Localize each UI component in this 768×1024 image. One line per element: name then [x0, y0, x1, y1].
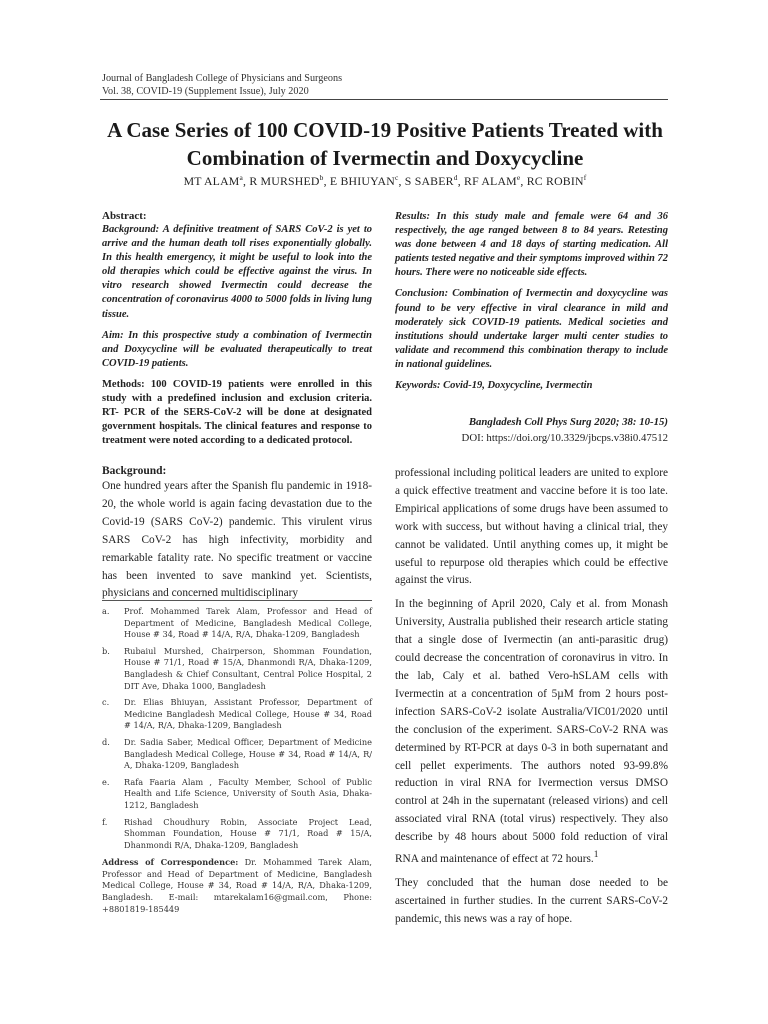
abstract-background: Background: A definitive treatment of SARS CoV-2 is yet to arrive and the human death toll rises exponentially globally. In this health emergency, it might be useful to look into the old therapies which could be effective against the virus. In vitro research showed Ivermectin could decrease the concentration of coronavirus 4000 to 5000 folds in living lung tissue.	[102, 224, 372, 320]
abstract-keywords: Keywords: Covid-19, Doxycycline, Ivermectin	[395, 380, 593, 392]
abstract-methods: Methods: 100 COVID-19 patients were enrolled in this study with a predefined inclusion and exclusion criteria. RT- PCR of the SERS-CoV-2 will be done at designated government hospitals. The clinical features and response to treatment were noted according to a dedicated protocol.	[102, 378, 372, 447]
abstract-aim: Aim: In this prospective study a combination of Ivermectin and Doxycycline will be evaluated therapeutically to treat COVID-19 patients.	[102, 329, 373, 369]
background-heading: Background:	[102, 465, 167, 477]
footnote-item: c. Dr. Elias Bhiuyan, Assistant Professor, Department of Medicine Bangladesh Medical College, House # 34, Road # 14/A, R/A, Dhaka-1209, Bangladesh	[102, 697, 372, 731]
body-right-column	[395, 465, 668, 934]
footnote-item: b. Rubaiul Murshed, Chairperson, Shomman Foundation, House # 71/1, Road # 15/A, Dhanmondi R/A, Dhaka-1209, Bangladesh & Chief Consultant, Central Police Hospital, 2 DIT Ave, Dhaka 1000, Bangladesh	[102, 645, 372, 691]
body-paragraph-3: They concluded that the human dose needed to be ascertained in further studies. In the current SARS-CoV-2 pandemic, this news was a ray of hope.	[395, 876, 668, 925]
abstract-results: Results: In this study male and female were 64 and 36 respectively, the age ranged between 8 to 84 years. Retesting was done between 4 and 18 days of starting medication. All patients tested negative and their symptoms improved within 72 hours. There were no noticeable side effects.	[395, 211, 669, 279]
journal-issue: Vol. 38, COVID-19 (Supplement Issue), July 2020	[102, 86, 309, 97]
author: R MURSHED$^b$,	[249, 173, 330, 188]
author: RC ROBIN$^f$	[526, 173, 587, 188]
correspondence: Address of Correspondence: Dr. Mohammed Tarek Alam, Professor and Head of Department of Medicine, Bangladesh Medical College, House # 34, Road # 14/A, R/A, Dhaka-1209, Bangladesh. E-mail: mtarekalam16@gmail.com, Phone: +8801819-185449	[102, 857, 372, 914]
author: MT ALAM$^a$,	[183, 173, 250, 188]
author: E BHIUYAN$^c$,	[329, 173, 405, 188]
footnote-item: f. Rishad Choudhury Robin, Associate Project Lead, Shomman Foundation, House # 71/1, Road # 15/A, Dhanmondi R/A, Dhaka-1209, Bangladesh	[102, 816, 372, 850]
footnotes	[102, 606, 372, 915]
doi-link[interactable]: DOI: https://doi.org/10.3329/jbcps.v38i0.47512	[461, 432, 668, 444]
abstract-left-column	[102, 210, 372, 455]
author: RF ALAM$^e$,	[464, 173, 527, 188]
reference-mark: 1	[593, 850, 599, 861]
footnote-item: a. Prof. Mohammed Tarek Alam, Professor and Head of Department of Medicine, Bangladesh Medical College, House # 34, Road # 14/A, R/A, Dhaka-1209, Bangladesh	[102, 606, 372, 640]
body-paragraph-1: One hundred years after the Spanish flu pandemic in 1918-20, the whole world is again facing devastation due to the Covid-19 (SARS CoV-2) pandemic. This virulent virus SARS CoV-2 has high infectivity, morbidity and remarkable fatality rate. No specific treatment or vaccine has been invented to save mankind yet. Scientists, physicians and concerned multidisciplinary	[102, 480, 372, 600]
abstract-right-column	[395, 210, 668, 400]
abstract-conclusion: Conclusion: Combination of Ivermectin and doxycycline was found to be very effective in viral clearance in mild and moderately sick COVID-19 patients. Medical societies and institutions should undertake larger multi center studies to validate and recommend this combination therapy to include in national guidelines.	[395, 288, 668, 370]
header-rule	[100, 99, 668, 100]
journal-name: Journal of Bangladesh College of Physicians and Surgeons	[102, 73, 343, 84]
body-left-column	[102, 465, 372, 609]
citation	[395, 414, 668, 446]
author-list	[95, 173, 675, 189]
article-title: A Case Series of 100 COVID-19 Positive Patients Treated with Combination of Ivermectin and Doxycycline	[107, 118, 663, 170]
abstract-heading: Abstract:	[102, 210, 147, 222]
body-paragraph-1-continued: professional including political leaders are united to explore a quick effective treatment and vaccine before it is too late. Empirical applications of some drugs have been assumed to work with success, but without having a clinical trial, they cannot be validated. Until anything comes up, it might be useful to repurpose old therapies which could be effective against the virus.	[395, 467, 668, 587]
author: S SABER$^d$,	[404, 173, 464, 188]
citation-ref: Bangladesh Coll Phys Surg 2020; 38: 10-15)	[468, 416, 668, 428]
footnote-item: e. Rafa Faaria Alam , Faculty Member, School of Public Health and Life Science, University of South Asia, Dhaka-1212, Bangladesh	[102, 776, 372, 810]
footnote-rule	[102, 600, 372, 601]
footnote-item: d. Dr. Sadia Saber, Medical Officer, Department of Medicine Bangladesh Medical College, House # 34, Road # 14/A, R/ A, Dhaka-1209, Bangladesh	[102, 736, 372, 771]
journal-header	[102, 72, 342, 98]
body-paragraph-2: In the beginning of April 2020, Caly et al. from Monash University, Australia published their research article stating that a single dose of Ivermectin (an anti-parasitic drug) could decrease the concentration of coronavirus in vitro. In the lab, Caly et al. bathed Vero-hSLAM cells with Ivermectin at a concentration of 5µM from 2 hours post-infection SARS-CoV-2 isolate Australia/VIC01/2020 until the conclusion of the experiment. SARS-CoV-2 RNA was determined by RT-PCR at days 0-3 in both supernatant and cell pellet experiments. The authors noted 93-99.8% reduction in viral RNA for Ivermection versus DMSO control at 24h in the supernatant (released virions) and cell associated viral RNA (total virus) respectively. They also describe by 48 hours about 5000 fold reduction of viral RNA and maintenance of effect at 72 hours.$^1$	[395, 598, 668, 865]
